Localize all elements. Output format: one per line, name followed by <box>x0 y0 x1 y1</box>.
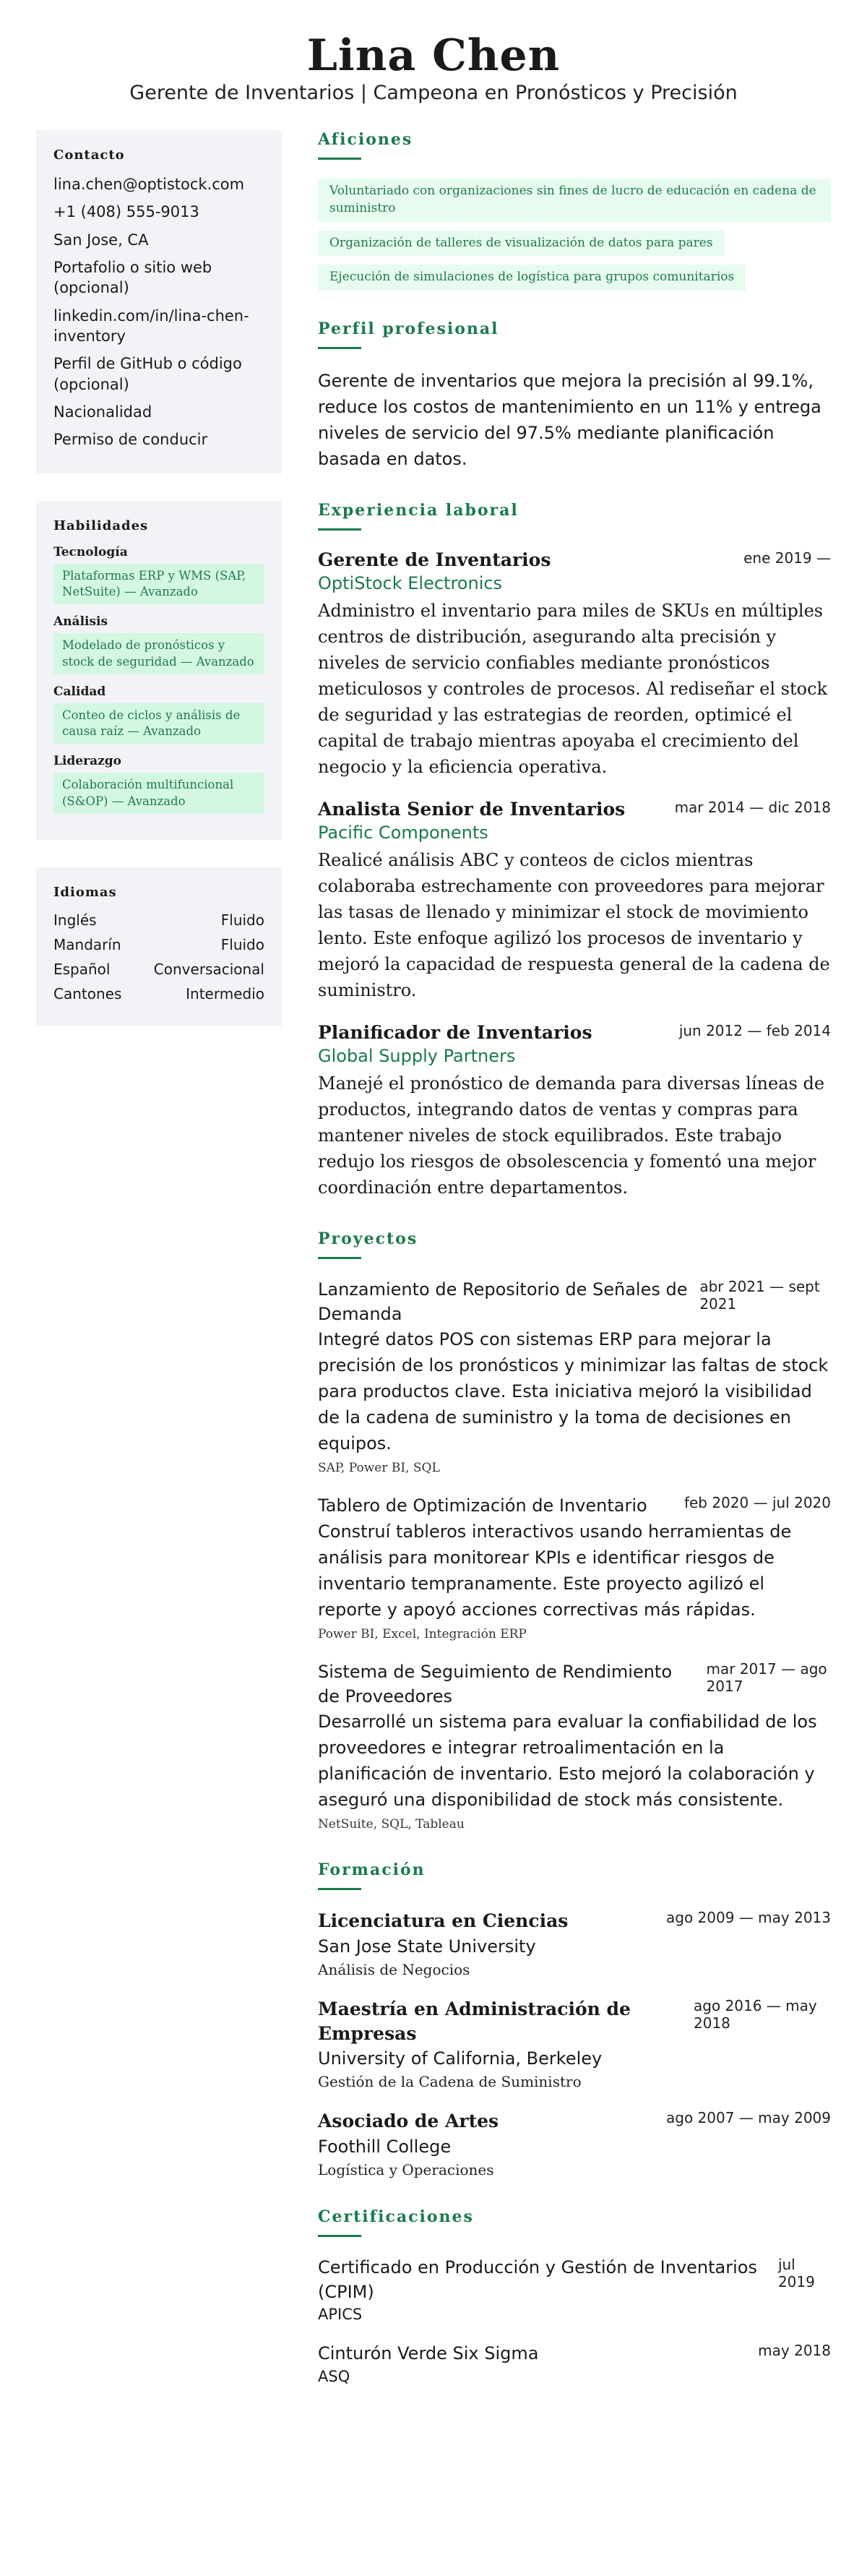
section-title: Perfil profesional <box>318 319 499 339</box>
job-dates: mar 2014 — dic 2018 <box>674 799 831 817</box>
skill-category: Tecnología <box>53 544 128 559</box>
hobbies-section <box>318 130 831 291</box>
skill-chip: Colaboración multifuncional (S&OP) — Avanzado <box>53 773 264 814</box>
education-entry <box>318 1997 831 2091</box>
contact-linkedin[interactable]: linkedin.com/in/lina-chen-inventory <box>53 306 249 345</box>
education-dates: ago 2016 — may 2018 <box>694 1996 817 2032</box>
experience-section <box>318 501 831 1201</box>
company-name: Global Supply Partners <box>318 1046 516 1067</box>
skill-chip: Conteo de ciclos y análisis de causa raíz — Avanzado <box>53 703 264 744</box>
education-entry <box>318 1909 831 1978</box>
experience-entry <box>318 1022 831 1201</box>
project-dates: mar 2017 — ago 2017 <box>706 1660 827 1695</box>
profile-section <box>318 319 831 472</box>
skill-group <box>53 684 264 744</box>
language-row <box>53 936 264 953</box>
certification-date: jul 2019 <box>777 2256 815 2291</box>
section-divider <box>318 158 361 160</box>
section-title: Experiencia laboral <box>318 501 519 520</box>
project-tech: SAP, Power BI, SQL <box>318 1461 440 1476</box>
education-entry <box>318 2109 831 2178</box>
project-title: Sistema de Seguimiento de Rendimiento de Proveedores <box>318 1661 673 1706</box>
language-row <box>53 985 264 1003</box>
language-name: Inglés <box>53 911 97 929</box>
language-level: Fluido <box>220 935 264 953</box>
education-dates: ago 2009 — may 2013 <box>666 1909 831 1927</box>
profile-summary: Gerente de inventarios que mejora la precisión al 99.1%, reduce los costos de mantenimiento en un 11% y entrega niveles de servicio del 97.5% mediante planificación basada en datos. <box>318 371 821 470</box>
section-divider <box>318 347 361 349</box>
degree-name: Maestría en Administración de Empresas <box>318 1998 631 2044</box>
certification-title: Certificado en Producción y Gestión de Inventarios (CPIM) <box>318 2257 757 2302</box>
project-description: Integré datos POS con sistemas ERP para mejorar la precisión de los pronósticos y minimizar las faltas de stock para productos clave. Esta iniciativa mejoró la visibilidad de la cadena de suministro y la toma de decisiones en equipos. <box>318 1329 829 1454</box>
skill-group <box>53 545 264 605</box>
language-row <box>53 911 264 929</box>
contact-nationality: Nacionalidad <box>53 403 152 421</box>
degree-name: Asociado de Artes <box>318 2111 499 2132</box>
skill-category: Calidad <box>53 684 106 699</box>
project-title: Lanzamiento de Repositorio de Señales de Demanda <box>318 1279 688 1324</box>
job-dates: jun 2012 — feb 2014 <box>678 1022 831 1040</box>
language-name: Cantones <box>53 984 122 1003</box>
job-description: Manejé el pronóstico de demanda para diversas líneas de productos, integrando datos de ventas y compras para mantener niveles de stock equilibrados. Este trabajo redujo los riesgos de obsolescencia y fomentó una mejor coordinación entre departamentos. <box>318 1073 825 1198</box>
projects-section <box>318 1229 831 1832</box>
candidate-tagline: Gerente de Inventarios | Campeona en Pronósticos y Precisión <box>129 82 738 104</box>
certification-issuer: ASQ <box>318 2367 350 2385</box>
contact-location: San Jose, CA <box>53 231 149 249</box>
project-entry <box>318 1278 831 1475</box>
section-title: Formación <box>318 1860 426 1880</box>
job-title: Gerente de Inventarios <box>318 549 551 571</box>
language-name: Español <box>53 960 111 978</box>
language-name: Mandarín <box>53 935 121 953</box>
education-dates: ago 2007 — may 2009 <box>666 2109 831 2127</box>
hobby-chip: Ejecución de simulaciones de logística para grupos comunitarios <box>318 265 746 291</box>
education-section <box>318 1860 831 2178</box>
certification-entry <box>318 2342 831 2385</box>
contact-github: Perfil de GitHub o código (opcional) <box>53 355 242 393</box>
project-tech: Power BI, Excel, Integración ERP <box>318 1626 527 1641</box>
company-name: Pacific Components <box>318 823 488 843</box>
section-divider <box>318 1257 361 1259</box>
certification-issuer: APICS <box>318 2306 363 2324</box>
language-level: Conversacional <box>153 960 264 978</box>
degree-name: Licenciatura en Ciencias <box>318 1910 569 1932</box>
resume-header <box>36 0 831 130</box>
contact-card <box>36 130 282 473</box>
company-name: OptiStock Electronics <box>318 573 503 594</box>
language-row <box>53 961 264 978</box>
project-title: Tablero de Optimización de Inventario <box>318 1495 647 1516</box>
contact-phone[interactable]: +1 (408) 555-9013 <box>53 203 199 221</box>
project-entry <box>318 1494 831 1641</box>
project-entry <box>318 1660 831 1832</box>
skill-chip: Modelado de pronósticos y stock de seguridad — Avanzado <box>53 633 264 674</box>
school-name: Foothill College <box>318 2137 452 2158</box>
skill-category: Liderazgo <box>53 754 121 769</box>
candidate-name: Lina Chen <box>306 30 561 81</box>
sidebar <box>36 130 282 1053</box>
certifications-section <box>318 2207 831 2385</box>
contact-driving-license: Permiso de conducir <box>53 431 208 449</box>
languages-title: Idiomas <box>53 884 117 900</box>
certification-date: may 2018 <box>758 2342 831 2360</box>
skill-category: Análisis <box>53 614 108 630</box>
skills-card <box>36 501 282 840</box>
job-dates: ene 2019 — <box>743 549 831 567</box>
job-title: Analista Senior de Inventarios <box>318 799 626 820</box>
skill-group <box>53 754 264 814</box>
experience-entry <box>318 549 831 780</box>
section-title: Certificaciones <box>318 2207 474 2227</box>
project-dates: feb 2020 — jul 2020 <box>683 1494 831 1512</box>
school-name: University of California, Berkeley <box>318 2048 603 2069</box>
certification-entry <box>318 2256 831 2323</box>
skill-group <box>53 614 264 674</box>
school-name: San Jose State University <box>318 1936 536 1957</box>
field-of-study: Análisis de Negocios <box>318 1960 470 1978</box>
project-dates: abr 2021 — sept 2021 <box>699 1278 820 1313</box>
contact-email[interactable]: lina.chen@optistock.com <box>53 176 245 193</box>
contact-title: Contacto <box>53 147 125 163</box>
project-description: Desarrollé un sistema para evaluar la confiabilidad de los proveedores e integrar retroalimentación en la planificación de inventario. Esto mejoró la colaboración y aseguró una disponibilidad de stock más consistente. <box>318 1712 817 1811</box>
skill-chip: Plataformas ERP y WMS (SAP, NetSuite) — Avanzado <box>53 564 264 605</box>
job-title: Planificador de Inventarios <box>318 1022 592 1044</box>
job-description: Realicé análisis ABC y conteos de ciclos mientras colaboraba estrechamente con proveedores para mejorar las tasas de llenado y minimizar el stock de movimiento lento. Este enfoque agilizó los procesos de inventario y mejoró la capacidad de respuesta general de la cadena de suministro. <box>318 850 830 1001</box>
field-of-study: Gestión de la Cadena de Suministro <box>318 2073 582 2091</box>
certification-title: Cinturón Verde Six Sigma <box>318 2343 539 2364</box>
experience-entry <box>318 799 831 1003</box>
section-title: Proyectos <box>318 1229 418 1249</box>
skills-title: Habilidades <box>53 518 149 533</box>
section-divider <box>318 1888 361 1890</box>
job-description: Administro el inventario para miles de SKUs en múltiples centros de distribución, asegurando alta precisión y niveles de servicio confiables mediante pronósticos meticulosos y controles de procesos. Al rediseñar el stock de seguridad y las estrategias de reorden, optimicé el capital de trabajo mientras apoyaba el crecimiento del negocio y la eficiencia operativa. <box>318 601 828 778</box>
section-title: Aficiones <box>318 130 413 149</box>
project-tech: NetSuite, SQL, Tableau <box>318 1817 465 1832</box>
section-divider <box>318 2235 361 2237</box>
main-column <box>318 130 831 2414</box>
section-divider <box>318 528 361 531</box>
languages-card <box>36 867 282 1026</box>
language-level: Intermedio <box>186 984 264 1003</box>
field-of-study: Logística y Operaciones <box>318 2161 494 2179</box>
contact-portfolio: Portafolio o sitio web (opcional) <box>53 259 212 297</box>
hobby-chip: Voluntariado con organizaciones sin fines de lucro de educación en cadena de suministro <box>318 179 831 222</box>
hobby-chip: Organización de talleres de visualización de datos para pares <box>318 231 725 257</box>
project-description: Construí tableros interactivos usando herramientas de análisis para monitorear KPIs e identificar riesgos de inventario tempranamente. Este proyecto agilizó el reporte y apoyó acciones correctivas más rápidas. <box>318 1521 792 1620</box>
language-level: Fluido <box>220 911 264 929</box>
